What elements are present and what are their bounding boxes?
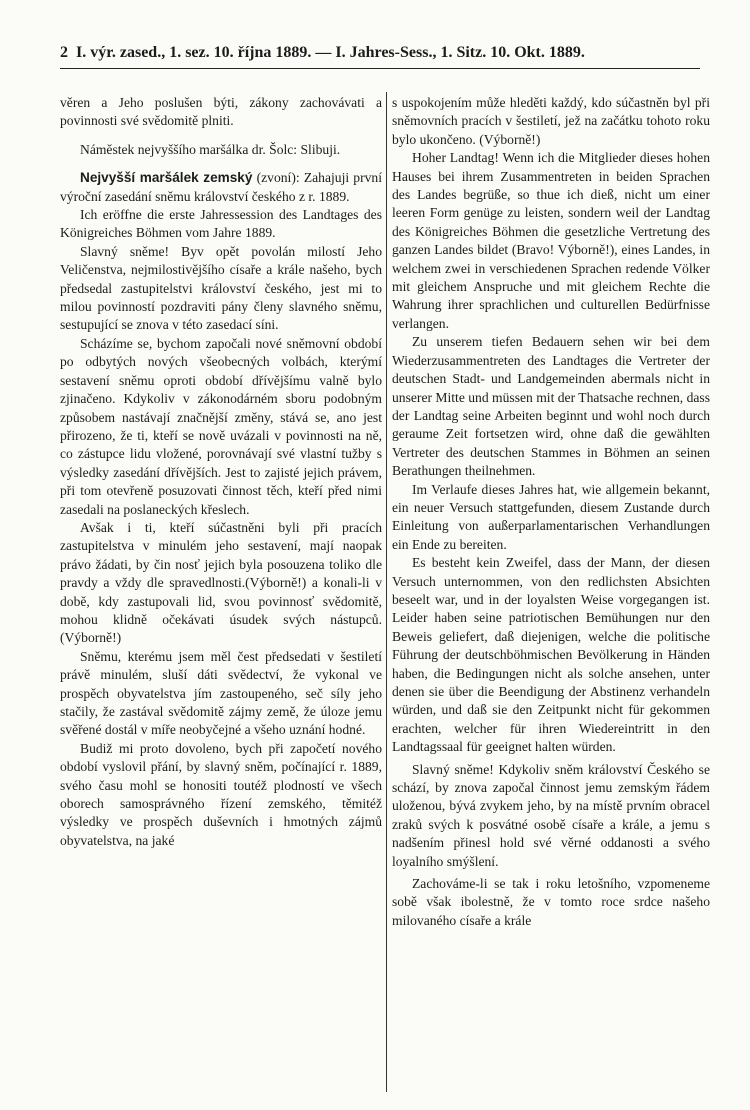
paragraph: Avšak i ti, kteří súčastněni byli při pracích zastupitelstva v minulém jeho sestavení, mají naopak právo žádati, by čin nosť jejich byla posouzena toliko dle pravdy a vždy dle spravedlnosti.(Výborně!) a konali-li v době, kdy zastupovali lid, svou povinnosť svědomitě, mohou klidně očekávati úsudek svých nástupců. (Výborně!)	[60, 519, 382, 646]
paragraph: věren a Jeho poslušen býti, zákony zachovávati a povinnosti své svědomitě plniti.	[60, 95, 382, 129]
header-text: I. výr. zased., 1. sez. 10. října 1889. — I. Jahres-Sess., 1. Sitz. 10. Okt. 1889.	[76, 44, 585, 61]
paragraph: Hoher Landtag! Wenn ich die Mitglieder dieses hohen Hauses bei ihrem Zusammentreten in beiden Sprachen des Landes begrüße, so thue ich dieß, nicht um einer leeren Form genüge zu leisten, sondern weil der Landtag des Königreiches Böhmen die gesetzliche Vertretung des ganzen Landes bildet (Bravo! Výborně!), eines Landes, in welchem zwei in verschiedenen Sprachen redende Völker mit gleichem Anspruche und mit gleichem Rechte die Wahrung ihrer sprachlichen und culturellen Bedürfnisse verlangen.	[392, 150, 710, 331]
paragraph: Es besteht kein Zweifel, dass der Mann, der diesen Versuch unternommen, von den redlichsten Absichten beseelt war, und in der loyalsten Weise vorgegangen ist. Leider haben seine patriotischen Bemühungen nur den Beweis geliefert, daß diejenigen, welche die politische Führung der deutschböhmischen Bevölkerung in Händen haben, die Bedingungen nicht als solche ansehen, unter denen sie über die Beendigung der Abstinenz verhandeln würden, und daß sie den Zeitpunkt nicht für gekommen erachten, welcher für ihren Wiedereintritt in den Landtagssaal für geeignet halten würden.	[392, 555, 710, 755]
paragraph: Zachováme-li se tak i roku letošního, vzpomeneme sobě však ibolestně, že v tomto roce srdce našeho milovaného císaře a krále	[392, 876, 710, 928]
paragraph	[60, 169, 382, 206]
speaker-name: Nejvyšší maršálek zemský	[80, 170, 253, 186]
paragraph: Zu unserem tiefen Bedauern sehen wir bei dem Wiederzusammentreten des Landtages die Vertreter der deutschen Stadt- und Landgemeinden abermals nicht in unserer Mitte und müssen mit der Thatsache rechnen, dass der Landtag seine Arbeiten beginnt und wohl noch durch geraume Zeit fortsetzen wird, ohne daß die gewählten Vertreter des deutschen Stammes in Böhmen an seinen Berathungen theilnehmen.	[392, 334, 710, 479]
paragraph: s uspokojením může hleděti každý, kdo súčastněn byl při sněmovních pracích v šestiletí, jež na začátku tohoto roku bylo ukončeno. (Výborně!)	[392, 95, 710, 147]
paragraph: Scházíme se, bychom započali nové sněmovní období po odbytých nových všeobecných volbách, kterýmí sestavení sněmu oproti období dřívějšímu valně bylo zjinačeno. Kdykoliv v zákonodárném sboru podobným způsobem nastávají značnější změny, stává se, ano jest přirozeno, že ti, kteří se nově uvázali v povinnosti na ně, co zástupce lidu vložené, porovnávají své vlastní tužby s výsledky zasedání dřívějších. Jest to zajisté jejich právem, při tom otevřeně posuzovati činnost těch, kteří před nimi zasedali na poslaneckých křeslech.	[60, 335, 382, 517]
paragraph: Ich eröffne die erste Jahressession des Landtages des Königreiches Böhmen vom Jahre 1889.	[60, 207, 382, 241]
paragraph: Slavný sněme! Kdykoliv sněm království Českého se schází, by znova započal činnost jemu zemským řádem uloženou, bývá zvykem jeho, by na místě prvním obracel zraků svých k posvátné osobě císaře a krále, a jemu s nadšením přinesl hold své věrné oddanosti a svého loyalního smýšlení.	[392, 761, 710, 869]
paragraph: Im Verlaufe dieses Jahres hat, wie allgemein bekannt, ein neuer Versuch stattgefunden, diesem Zustande durch Einleitung von außerparlamentarischen Verhandlungen ein Ende zu bereiten.	[392, 481, 710, 552]
paragraph: Sněmu, kterému jsem měl čest předsedati v šestiletí právě minulém, sluší dáti svědectví, že vykonal ve prospěch obyvatelstva jím zastoupeného, seč síly jeho stačily, že zastával svědomitě zájmy země, že úloze jemu svěřené dostál v míře neobyčejné a všeho uznání hodné.	[60, 648, 382, 738]
speech-text: (zvoní): Zahajuji první výroční zasedání sněmu království českého z r. 1889.	[60, 170, 383, 204]
paragraph	[60, 141, 382, 159]
page-number: 2	[60, 44, 68, 61]
column-divider	[386, 92, 387, 1092]
paragraph: Slavný sněme! Byv opět povolán milostí Jeho Veličenstva, nejmilostivějšího císaře a krále našeho, bych předsedal zastupitelstvi království českého, jest mi to milou povinností pozdraviti pány členy slavného sněmu, sestupující se znova v této zasedací síni.	[60, 243, 382, 333]
running-header	[60, 44, 700, 69]
speaker-name: Náměstek nejvyššího maršálka dr. Šolc:	[80, 141, 298, 157]
speech-text: Slibuji.	[300, 141, 341, 157]
left-column	[60, 94, 382, 850]
paragraph: Budiž mi proto dovoleno, bych při započetí nového období vyslovil přání, by slavný sněm, počínající r. 1889, svého času mohl se honositi toutéž plodností ve všech oborech samosprávného řízení zemského, těmitéž výsledky ve prospěch duševních i hmotných zájmů obyvatelstva, na jaké	[60, 740, 382, 848]
right-column	[392, 94, 710, 930]
